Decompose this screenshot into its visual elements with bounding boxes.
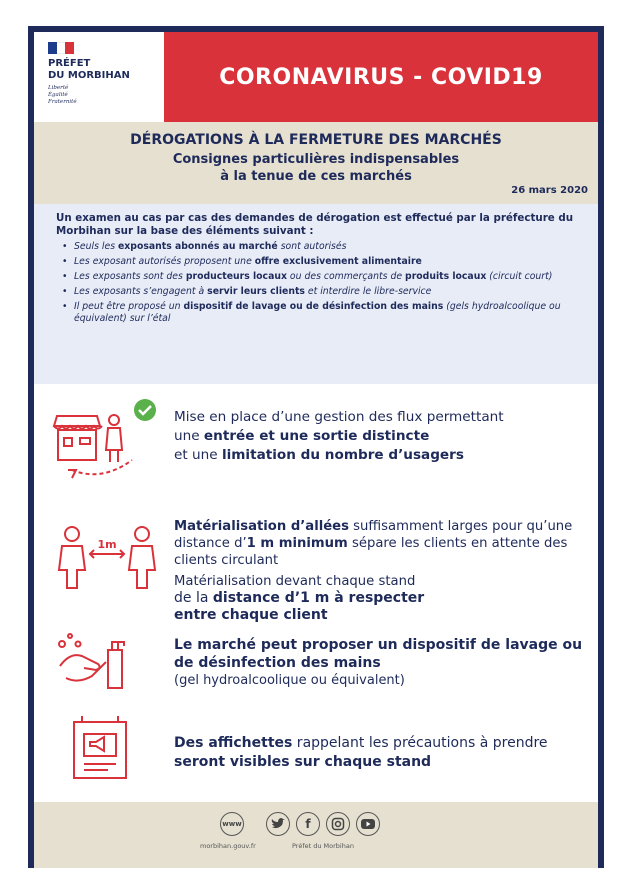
list-item: • Les exposants s’engagent à servir leurs clients et interdire le libre-service <box>56 286 580 298</box>
conditions-list <box>56 241 580 325</box>
subtitle-block <box>34 122 598 204</box>
lavage-text: Le marché peut proposer un dispositif de lavage ou de désinfection des mains <box>174 637 583 671</box>
section-affiches: Des affichettes rappelant les précautions à prendre seront visibles sur chaque stand <box>34 712 598 792</box>
facebook-icon[interactable]: f <box>296 812 320 836</box>
motto-fraternite: Fraternité <box>48 99 77 105</box>
twitter-icon[interactable] <box>266 812 290 836</box>
list-item: • Il peut être proposé un dispositif de lavage ou de désinfection des mains (gels hydroalcoolique ou équivalent) sur l’étal <box>56 301 580 325</box>
subtitle-line2: à la tenue de ces marchés <box>220 169 412 184</box>
title-band <box>164 32 598 122</box>
flux-limitation: limitation du nombre d’usagers <box>221 447 464 463</box>
flux-entree-sortie: entrée et une sortie distincte <box>203 428 430 444</box>
footer <box>34 802 598 868</box>
motto-egalite: Égalité <box>48 92 68 98</box>
intro-text: Un examen au cas par cas des demandes de dérogation est effectué par la préfecture du Morbihan sur la base des éléments suivant : <box>56 212 574 237</box>
motto-liberte: Liberté <box>48 85 69 91</box>
list-item: • Les exposants sont des producteurs locaux ou des commerçants de produits locaux (circuit court) <box>56 271 580 283</box>
list-item: • Les exposant autorisés proposent une offre exclusivement alimentaire <box>56 256 580 268</box>
poster-frame <box>28 26 604 868</box>
subtitle-main: DÉROGATIONS À LA FERMETURE DES MARCHÉS <box>130 132 502 148</box>
lavage-gel: (gel hydroalcoolique ou équivalent) <box>174 673 405 688</box>
flag-icon <box>48 42 74 54</box>
website-link[interactable]: morbihan.gouv.fr <box>200 842 256 850</box>
subtitle-line1: Consignes particulières indispensables <box>172 152 460 167</box>
distance-allees: Matérialisation d’allées <box>174 519 349 534</box>
header <box>34 32 598 122</box>
affiches-visibles: seront visibles sur chaque stand <box>174 754 432 770</box>
logo-line2: DU MORBIHAN <box>48 70 130 81</box>
poster-icon <box>52 714 162 784</box>
section-distance: 1m Matérialisation d’allées suffisamment larges pour qu’une distance d’1 m minimum sépare les clients en attente des clients circulant Matérialisation devant chaque stand de la distance d’1 m à respecter entre chaque client <box>34 490 598 620</box>
prefecture-logo <box>34 32 164 122</box>
social-label: Préfet du Morbihan <box>292 842 354 850</box>
section-lavage <box>34 626 598 706</box>
distance-label: 1m <box>97 538 117 551</box>
page-title: CORONAVIRUS - COVID19 <box>219 64 543 90</box>
affiches-bold: Des affichettes <box>174 735 293 751</box>
social-distance-icon <box>52 524 162 594</box>
website-icon[interactable]: www <box>220 812 244 836</box>
section-flux: Mise en place d’une gestion des flux permettant une entrée et une sortie distincte et une limitation du nombre d’usagers <box>34 394 598 494</box>
instagram-icon[interactable] <box>326 812 350 836</box>
conditions-block <box>34 204 598 384</box>
distance-client: entre chaque client <box>174 607 328 623</box>
distance-stand-line: Matérialisation devant chaque stand <box>174 574 416 589</box>
flux-line1: Mise en place d’une gestion des flux permettant <box>174 409 504 425</box>
youtube-icon[interactable] <box>356 812 380 836</box>
publication-date: 26 mars 2020 <box>511 185 588 196</box>
logo-line1: PRÉFET <box>48 58 91 69</box>
hand-washing-icon <box>52 626 162 692</box>
market-stall-icon <box>52 398 162 488</box>
list-item: • Seuls les exposants abonnés au marché sont autorisés <box>56 241 580 253</box>
